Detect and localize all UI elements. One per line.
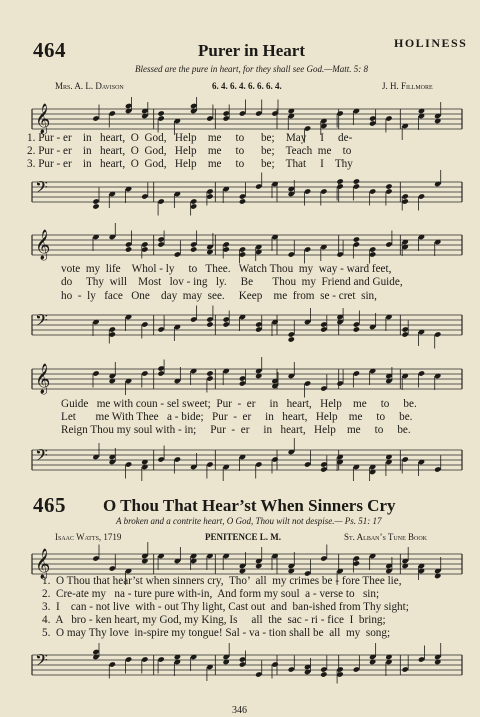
- lyric-line: 2. Cre-ate my na - ture pure with-in, And form my soul a - verse to sin;: [42, 588, 380, 600]
- svg-text:𝄢: 𝄢: [35, 445, 48, 469]
- music-staff-system-4-bass: [0, 641, 480, 693]
- svg-text:𝄢: 𝄢: [35, 310, 48, 334]
- lyric-line: 3. I can - not live with - out Thy light, Cast out and ban-ished from Thy sight;: [42, 601, 409, 613]
- hymn-title-465: O Thou That Hear’st When Sinners Cry: [103, 496, 396, 515]
- music-staff-system-1-bass: [0, 168, 480, 220]
- svg-text:𝄞: 𝄞: [35, 549, 51, 579]
- hymn-number-464: 464: [33, 38, 66, 62]
- lyric-line: 3. Pur - er in heart, O God, Help me to be; That I Thy: [27, 158, 353, 170]
- lyric-line: 1. O Thou that hear’st when sinners cry, Tho’ all my crimes be - fore Thee lie,: [42, 575, 402, 587]
- svg-text:𝄢: 𝄢: [35, 650, 48, 674]
- lyric-line: 4. A bro - ken heart, my God, my King, Is all the sac - ri - fice I bring;: [42, 614, 386, 626]
- composer-465: St. Alban’s Tune Book: [344, 532, 428, 542]
- hymn-title-464: Purer in Heart: [198, 41, 306, 60]
- lyric-line: 5. O may Thy love in-spire my tongue! Sal - va - tion shall be all my song;: [42, 627, 391, 639]
- lyric-line: Reign Thou my soul with - in; Pur - er in heart, Help me to be.: [61, 424, 411, 436]
- lyric-line: ho - ly face One day may see. Keep me from se - cret sin,: [61, 290, 377, 302]
- svg-text:𝄞: 𝄞: [35, 364, 51, 394]
- tune-465: PENITENCE L. M.: [205, 532, 282, 542]
- lyric-line: 1. Pur - er in heart, O God, Help me to be; May I de-: [27, 132, 353, 144]
- author-464: Mrs. A. L. Davison: [55, 81, 124, 91]
- lyric-line: vote my life Whol - ly to Thee. Watch Thou my way - ward feet,: [61, 263, 392, 275]
- author-465: Isaac Watts, 1719: [55, 532, 122, 542]
- scripture-464: Blessed are the pure in heart, for they shall see God.—Matt. 5: 8: [135, 64, 369, 74]
- section-heading: HOLINESS: [394, 36, 468, 50]
- lyric-line: do Thy will Most lov - ing ly. Be Thou my Friend and Guide,: [61, 276, 403, 288]
- svg-text:𝄢: 𝄢: [35, 177, 48, 201]
- lyric-line: 2. Pur - er in heart, O God, Help me to be; Teach me to: [27, 145, 352, 157]
- music-staff-system-3-bass: [0, 436, 480, 488]
- svg-text:𝄞: 𝄞: [35, 230, 51, 260]
- scripture-465: A broken and a contrite heart, O God, Thou wilt not despise.— Ps. 51: 17: [116, 516, 382, 526]
- page-number: 346: [232, 705, 247, 716]
- lyric-line: Guide me with coun - sel sweet; Pur - er in heart, Help me to be.: [61, 398, 417, 410]
- meter-464: 6. 4. 6. 4. 6. 6. 6. 4.: [212, 81, 282, 91]
- music-staff-system-2-bass: [0, 301, 480, 353]
- composer-464: J. H. Fillmore: [382, 81, 433, 91]
- svg-text:𝄞: 𝄞: [35, 104, 51, 134]
- hymn-number-465: 465: [33, 493, 66, 517]
- lyric-line: Let me With Thee a - bide; Pur - er in heart, Help me to be.: [61, 411, 413, 423]
